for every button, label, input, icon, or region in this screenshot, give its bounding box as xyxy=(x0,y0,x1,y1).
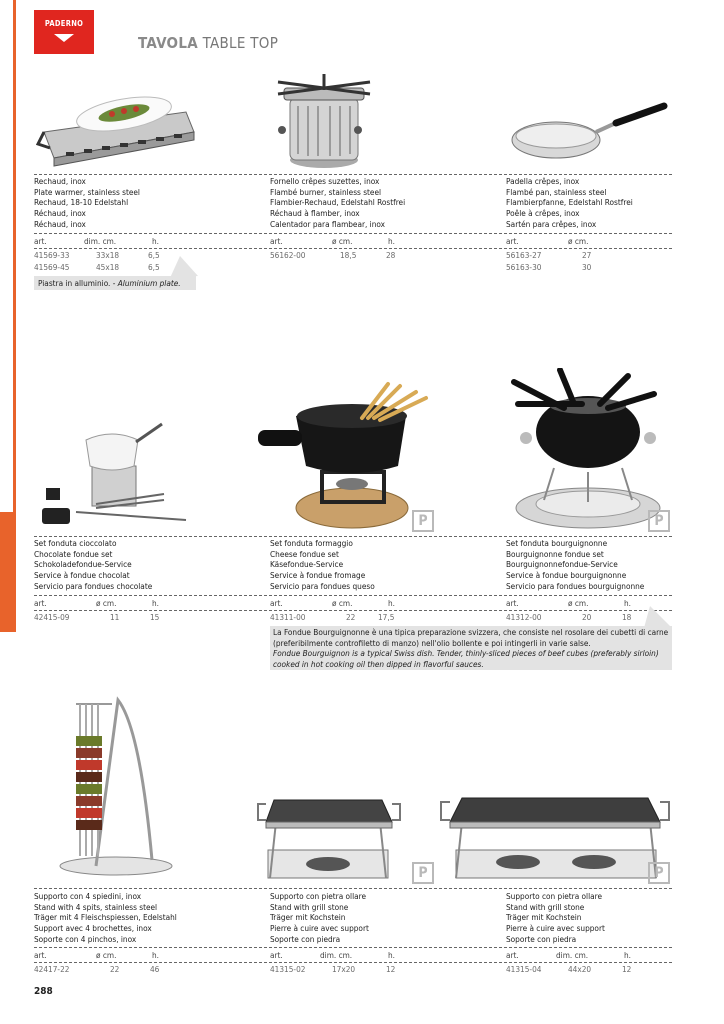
spec-row xyxy=(506,262,706,273)
height: 17,5 xyxy=(378,612,395,622)
spec-row xyxy=(34,612,234,623)
plate-warmer-image xyxy=(36,92,198,170)
col-header: ø cm. xyxy=(568,236,589,246)
art-code: 41311-00 xyxy=(270,612,306,622)
desc-line: Réchaud, inox xyxy=(34,208,86,219)
desc-line: Stand with grill stone xyxy=(506,901,585,912)
desc-line: Fornello crêpes suzettes, inox xyxy=(270,176,380,186)
height: 46 xyxy=(150,964,160,974)
desc-line: Service à fondue fromage xyxy=(270,570,366,581)
diameter: 27 xyxy=(582,250,592,260)
col-header: art. xyxy=(270,950,283,960)
desc-line: Supporto con pietra ollare xyxy=(506,891,603,901)
diameter: 22 xyxy=(110,964,120,974)
divider xyxy=(34,174,672,175)
desc-line: Servicio para fondues bourguignonne xyxy=(506,580,645,591)
product-description xyxy=(270,538,375,592)
spec-header xyxy=(34,598,234,609)
col-header: dim. cm. xyxy=(84,236,117,246)
col-header: dim. cm. xyxy=(556,950,589,960)
dimension: 33x18 xyxy=(96,250,120,260)
desc-line: Padella crêpes, inox xyxy=(506,176,580,186)
brand-name: PADERNO xyxy=(44,19,84,28)
art-code: 41569-45 xyxy=(34,262,70,272)
desc-line: Schokoladefondue-Service xyxy=(34,559,132,570)
desc-line: Réchaud, inox xyxy=(34,218,86,229)
height: 18 xyxy=(622,612,632,622)
product-description xyxy=(270,176,405,230)
col-header: h. xyxy=(388,236,396,246)
desc-line: Soporte con piedra xyxy=(270,933,341,944)
spec-row xyxy=(34,250,234,261)
product-description xyxy=(506,176,633,230)
divider xyxy=(34,888,672,889)
col-header: h. xyxy=(388,950,396,960)
spec-header xyxy=(270,950,470,961)
desc-line: Bourguignonne fondue set xyxy=(506,548,604,559)
diameter: 18,5 xyxy=(340,250,357,260)
desc-line: Plate warmer, stainless steel xyxy=(34,186,140,197)
flambe-burner-image xyxy=(268,72,380,172)
desc-line: Chocolate fondue set xyxy=(34,548,113,559)
logo-chevron-icon xyxy=(54,34,74,42)
p-mark-icon: P xyxy=(648,862,670,884)
brand-logo xyxy=(34,10,94,54)
product-note xyxy=(270,626,672,670)
p-mark-icon: P xyxy=(412,510,434,532)
spec-row xyxy=(34,964,234,975)
desc-line: Soporte con 4 pinchos, inox xyxy=(34,933,137,944)
desc-line: Support avec 4 brochettes, inox xyxy=(34,923,152,934)
desc-line: Calentador para flambear, inox xyxy=(270,218,386,229)
divider xyxy=(34,248,672,249)
desc-line: Réchaud à flamber, inox xyxy=(270,208,360,219)
spec-header xyxy=(506,236,706,247)
diameter: 11 xyxy=(110,612,120,622)
product-description xyxy=(34,891,177,945)
divider xyxy=(34,595,672,596)
title-bold: TAVOLA xyxy=(138,34,198,52)
product-description xyxy=(34,176,140,230)
col-header: art. xyxy=(270,236,283,246)
page-number: 288 xyxy=(34,986,53,997)
art-code: 42417-22 xyxy=(34,964,70,974)
divider xyxy=(34,947,672,948)
product-description xyxy=(506,891,605,945)
note-it: La Fondue Bourguignonne è una tipica preparazione svizzera, che consiste nel rosolare dei cubetti di carne (preferibilmente controfiletto di manzo) nell'olio bollente e poi intingerli in varie salse. xyxy=(273,627,669,648)
note-callout-icon xyxy=(644,606,672,628)
col-header: dim. cm. xyxy=(320,950,353,960)
product-description xyxy=(34,538,152,592)
divider xyxy=(34,962,672,963)
spec-header xyxy=(506,950,706,961)
bourguignonne-fondue-image xyxy=(504,368,672,532)
desc-line: Supporto con 4 spiedini, inox xyxy=(34,891,142,901)
col-header: art. xyxy=(34,236,47,246)
desc-line: Flambierpfanne, Edelstahl Rostfrei xyxy=(506,197,633,208)
divider xyxy=(34,536,672,537)
art-code: 41315-04 xyxy=(506,964,542,974)
dimension: 17x20 xyxy=(332,964,356,974)
desc-line: Träger mit 4 Fleischspiessen, Edelstahl xyxy=(34,912,177,923)
divider xyxy=(34,610,672,611)
col-header: h. xyxy=(152,950,160,960)
diameter: 30 xyxy=(582,262,592,272)
col-header: h. xyxy=(152,236,160,246)
height: 6,5 xyxy=(148,262,160,272)
diameter: 22 xyxy=(346,612,356,622)
spec-header xyxy=(506,598,706,609)
col-header: art. xyxy=(506,236,519,246)
spec-row xyxy=(506,250,706,261)
art-code: 56163-30 xyxy=(506,262,542,272)
desc-line: Set fonduta formaggio xyxy=(270,538,353,548)
note-callout-icon xyxy=(170,256,198,278)
spec-header xyxy=(270,598,470,609)
art-code: 41569-33 xyxy=(34,250,70,260)
desc-line: Servicio para fondues queso xyxy=(270,580,375,591)
height: 15 xyxy=(150,612,160,622)
dimension: 44x20 xyxy=(568,964,592,974)
desc-line: Rechaud, 18-10 Edelstahl xyxy=(34,197,129,208)
col-header: art. xyxy=(34,950,47,960)
col-header: ø cm. xyxy=(332,236,353,246)
art-code: 41315-02 xyxy=(270,964,306,974)
desc-line: Rechaud, inox xyxy=(34,176,86,186)
spec-header xyxy=(270,236,470,247)
spec-row xyxy=(270,964,470,975)
height: 12 xyxy=(386,964,396,974)
col-header: art. xyxy=(506,950,519,960)
note-it: Piastra in alluminio. - xyxy=(38,278,118,288)
desc-line: Stand with 4 spits, stainless steel xyxy=(34,901,158,912)
desc-line: Flambé burner, stainless steel xyxy=(270,186,382,197)
desc-line: Cheese fondue set xyxy=(270,548,339,559)
p-mark-icon: P xyxy=(412,862,434,884)
desc-line: Käsefondue-Service xyxy=(270,559,344,570)
desc-line: Poêle à crêpes, inox xyxy=(506,208,580,219)
note-en: Fondue Bourguignon is a typical Swiss dish. Tender, thinly-sliced pieces of beef cubes (preferably sirloin) cooked in hot cooking oil then dipped in flavorful sauces. xyxy=(273,648,659,670)
product-note xyxy=(34,276,196,290)
desc-line: Set fonduta bourguignonne xyxy=(506,538,608,548)
col-header: art. xyxy=(270,598,283,608)
chocolate-fondue-image xyxy=(36,420,196,532)
desc-line: Service à fondue chocolat xyxy=(34,570,130,581)
page-title xyxy=(138,34,278,52)
spec-row xyxy=(506,612,706,623)
p-mark-icon: P xyxy=(648,510,670,532)
grill-stone-large-image xyxy=(438,790,672,886)
art-code: 42415-09 xyxy=(34,612,70,622)
col-header: h. xyxy=(624,950,632,960)
sidebar-line xyxy=(13,0,16,512)
art-code: 41312-00 xyxy=(506,612,542,622)
sidebar-stripe xyxy=(0,0,16,1024)
height: 12 xyxy=(622,964,632,974)
col-header: ø cm. xyxy=(96,950,117,960)
note-en: Aluminium plate. xyxy=(117,278,181,288)
desc-line: Flambé pan, stainless steel xyxy=(506,186,607,197)
desc-line: Pierre à cuire avec support xyxy=(506,923,605,934)
skewer-stand-image xyxy=(36,688,196,884)
product-description xyxy=(270,891,369,945)
desc-line: Sartén para crêpes, inox xyxy=(506,218,597,229)
spec-row xyxy=(34,262,234,273)
spec-row xyxy=(270,612,470,623)
grill-stone-small-image xyxy=(254,792,402,886)
desc-line: Pierre à cuire avec support xyxy=(270,923,369,934)
product-description xyxy=(506,538,644,592)
col-header: ø cm. xyxy=(568,598,589,608)
height: 6,5 xyxy=(148,250,160,260)
col-header: ø cm. xyxy=(332,598,353,608)
desc-line: Set fonduta cioccolato xyxy=(34,538,117,548)
desc-line: Bourguignonnefondue-Service xyxy=(506,559,618,570)
desc-line: Supporto con pietra ollare xyxy=(270,891,367,901)
desc-line: Soporte con piedra xyxy=(506,933,577,944)
divider xyxy=(34,233,672,234)
diameter: 20 xyxy=(582,612,592,622)
desc-line: Stand with grill stone xyxy=(270,901,349,912)
flambe-pan-image xyxy=(508,100,668,166)
col-header: art. xyxy=(34,598,47,608)
desc-line: Servicio para fondues chocolate xyxy=(34,580,153,591)
col-header: h. xyxy=(152,598,160,608)
desc-line: Träger mit Kochstein xyxy=(270,912,346,923)
spec-header xyxy=(34,950,234,961)
spec-row xyxy=(270,250,470,261)
title-rest: TABLE TOP xyxy=(202,34,279,52)
section-tab xyxy=(0,512,16,632)
art-code: 56162-00 xyxy=(270,250,306,260)
col-header: ø cm. xyxy=(96,598,117,608)
desc-line: Service à fondue bourguignonne xyxy=(506,570,627,581)
col-header: art. xyxy=(506,598,519,608)
dimension: 45x18 xyxy=(96,262,120,272)
spec-row xyxy=(506,964,706,975)
desc-line: Flambier-Rechaud, Edelstahl Rostfrei xyxy=(270,197,406,208)
height: 28 xyxy=(386,250,396,260)
art-code: 56163-27 xyxy=(506,250,542,260)
desc-line: Träger mit Kochstein xyxy=(506,912,582,923)
col-header: h. xyxy=(388,598,396,608)
col-header: h. xyxy=(624,598,632,608)
spec-header xyxy=(34,236,234,247)
